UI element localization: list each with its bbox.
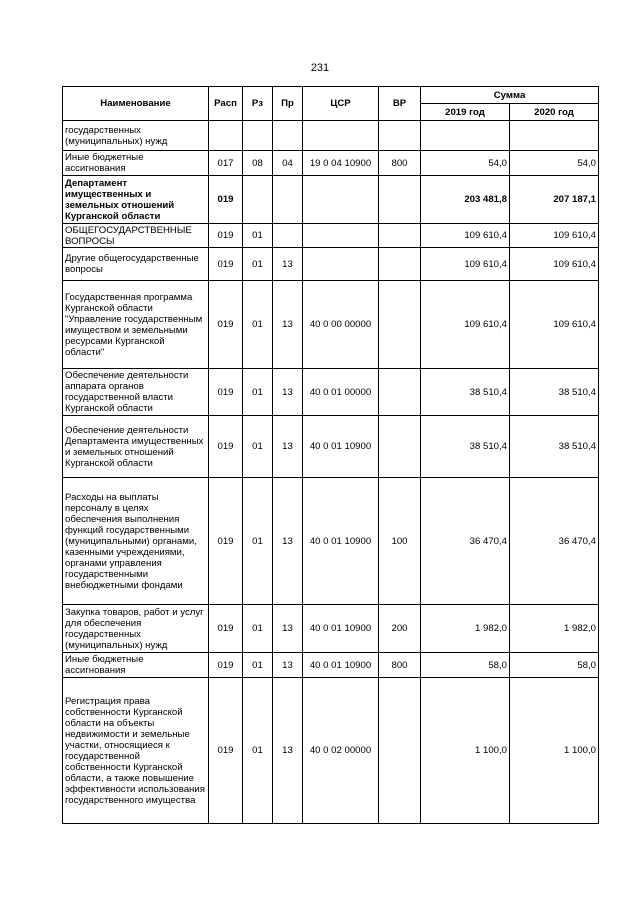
cell-rasp: 019	[209, 416, 243, 478]
cell-name: Другие общегосударственные вопросы	[63, 248, 209, 281]
cell-vr	[379, 416, 421, 478]
cell-rasp: 019	[209, 605, 243, 653]
cell-rasp: 017	[209, 151, 243, 176]
table-row	[63, 224, 599, 248]
cell-vr	[379, 224, 421, 248]
cell-csr	[303, 121, 379, 151]
cell-y2019: 109 610,4	[421, 224, 510, 248]
cell-rasp: 019	[209, 224, 243, 248]
cell-vr	[379, 176, 421, 224]
cell-name: Государственная программа Курганской области "Управление государственным имуществом и земельными ресурсами Курганской области"	[63, 281, 209, 369]
cell-rz: 01	[243, 416, 273, 478]
cell-rz: 01	[243, 605, 273, 653]
cell-pr: 13	[273, 478, 303, 605]
cell-y2020: 58,0	[510, 653, 599, 678]
cell-y2019: 36 470,4	[421, 478, 510, 605]
cell-rasp: 019	[209, 478, 243, 605]
cell-pr: 13	[273, 281, 303, 369]
cell-name: Иные бюджетные ассигнования	[63, 653, 209, 678]
cell-csr	[303, 176, 379, 224]
cell-y2020: 109 610,4	[510, 224, 599, 248]
header-rz: Рз	[243, 87, 273, 121]
cell-pr: 13	[273, 653, 303, 678]
budget-table	[62, 86, 599, 824]
cell-csr: 40 0 01 10900	[303, 653, 379, 678]
table-row	[63, 281, 599, 369]
cell-vr	[379, 281, 421, 369]
cell-y2019	[421, 121, 510, 151]
cell-csr: 40 0 01 10900	[303, 478, 379, 605]
cell-rz: 01	[243, 653, 273, 678]
cell-rz	[243, 176, 273, 224]
cell-pr	[273, 224, 303, 248]
header-csr: ЦСР	[303, 87, 379, 121]
cell-name: Расходы на выплаты персоналу в целях обеспечения выполнения функций государственными (муниципальными) органами, казенными учреждениями, органами управления государственными внебюджетными фондами	[63, 478, 209, 605]
header-sum: Сумма	[421, 87, 599, 104]
table-row	[63, 151, 599, 176]
cell-vr: 100	[379, 478, 421, 605]
cell-rasp: 019	[209, 281, 243, 369]
cell-rasp: 019	[209, 176, 243, 224]
table-row	[63, 176, 599, 224]
cell-vr	[379, 678, 421, 824]
cell-y2019: 38 510,4	[421, 369, 510, 416]
header-pr: Пр	[273, 87, 303, 121]
cell-name: Регистрация права собственности Курганской области на объекты недвижимости и земельные участки, относящиеся к государственной собственности Курганской области, а также повышение эффективности использования государственного имущества	[63, 678, 209, 824]
cell-y2020: 38 510,4	[510, 416, 599, 478]
cell-rasp: 019	[209, 248, 243, 281]
cell-pr: 13	[273, 678, 303, 824]
cell-pr: 13	[273, 605, 303, 653]
cell-csr: 40 0 01 10900	[303, 605, 379, 653]
cell-rasp: 019	[209, 369, 243, 416]
header-2019: 2019 год	[421, 104, 510, 121]
cell-rz	[243, 121, 273, 151]
cell-vr	[379, 369, 421, 416]
cell-y2020: 207 187,1	[510, 176, 599, 224]
cell-vr: 800	[379, 151, 421, 176]
cell-y2019: 109 610,4	[421, 248, 510, 281]
cell-pr	[273, 121, 303, 151]
cell-rz: 01	[243, 224, 273, 248]
cell-y2020: 54,0	[510, 151, 599, 176]
cell-csr: 40 0 02 00000	[303, 678, 379, 824]
table-row	[63, 605, 599, 653]
cell-csr: 40 0 01 10900	[303, 416, 379, 478]
cell-csr	[303, 224, 379, 248]
header-name: Наименование	[63, 87, 209, 121]
cell-rz: 01	[243, 678, 273, 824]
header-vr: ВР	[379, 87, 421, 121]
cell-name: Обеспечение деятельности Департамента имущественных и земельных отношений Курганской области	[63, 416, 209, 478]
cell-pr: 13	[273, 248, 303, 281]
cell-y2020	[510, 121, 599, 151]
cell-y2019: 109 610,4	[421, 281, 510, 369]
cell-y2019: 1 982,0	[421, 605, 510, 653]
cell-csr: 40 0 00 00000	[303, 281, 379, 369]
cell-y2019: 58,0	[421, 653, 510, 678]
cell-rz: 01	[243, 369, 273, 416]
table-row	[63, 416, 599, 478]
cell-rasp: 019	[209, 678, 243, 824]
cell-rz: 08	[243, 151, 273, 176]
cell-vr: 800	[379, 653, 421, 678]
cell-vr	[379, 121, 421, 151]
table-row	[63, 369, 599, 416]
cell-pr: 13	[273, 416, 303, 478]
cell-csr: 19 0 04 10900	[303, 151, 379, 176]
cell-name: Обеспечение деятельности аппарата органов государственной власти Курганской области	[63, 369, 209, 416]
cell-y2020: 38 510,4	[510, 369, 599, 416]
cell-y2020: 1 982,0	[510, 605, 599, 653]
cell-pr: 13	[273, 369, 303, 416]
header-2020: 2020 год	[510, 104, 599, 121]
cell-y2020: 1 100,0	[510, 678, 599, 824]
cell-rz: 01	[243, 478, 273, 605]
table-row	[63, 248, 599, 281]
cell-rz: 01	[243, 281, 273, 369]
cell-y2019: 1 100,0	[421, 678, 510, 824]
cell-pr: 04	[273, 151, 303, 176]
cell-y2019: 38 510,4	[421, 416, 510, 478]
table-row	[63, 121, 599, 151]
cell-rasp: 019	[209, 653, 243, 678]
cell-name: государственных (муниципальных) нужд	[63, 121, 209, 151]
cell-pr	[273, 176, 303, 224]
cell-name: Закупка товаров, работ и услуг для обеспечения государственных (муниципальных) нужд	[63, 605, 209, 653]
cell-y2020: 109 610,4	[510, 248, 599, 281]
cell-name: ОБЩЕГОСУДАРСТВЕННЫЕ ВОПРОСЫ	[63, 224, 209, 248]
header-rasp: Расп	[209, 87, 243, 121]
cell-vr: 200	[379, 605, 421, 653]
cell-rz: 01	[243, 248, 273, 281]
cell-y2020: 109 610,4	[510, 281, 599, 369]
page-number: 231	[310, 62, 330, 74]
cell-y2020: 36 470,4	[510, 478, 599, 605]
cell-vr	[379, 248, 421, 281]
cell-name: Иные бюджетные ассигнования	[63, 151, 209, 176]
cell-rasp	[209, 121, 243, 151]
cell-name: Департамент имущественных и земельных отношений Курганской области	[63, 176, 209, 224]
cell-y2019: 203 481,8	[421, 176, 510, 224]
cell-csr: 40 0 01 00000	[303, 369, 379, 416]
cell-csr	[303, 248, 379, 281]
cell-y2019: 54,0	[421, 151, 510, 176]
table-row	[63, 678, 599, 824]
table-row	[63, 478, 599, 605]
table-row	[63, 653, 599, 678]
